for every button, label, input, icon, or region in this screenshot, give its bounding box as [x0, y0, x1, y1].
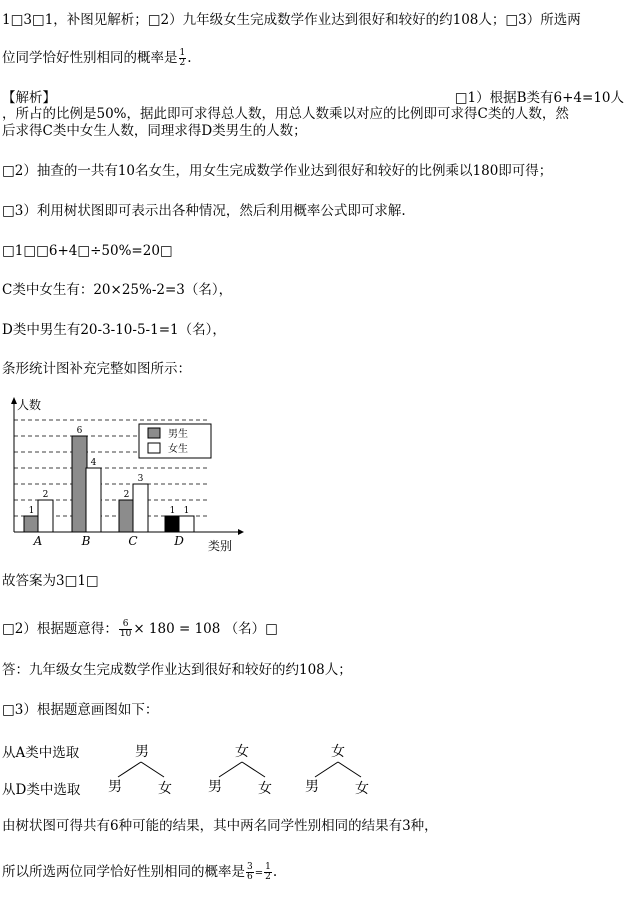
tree-diagram [0, 736, 420, 806]
tree-row2-label: 从D类中选取 [2, 782, 81, 798]
category-label: A [33, 534, 43, 548]
tree-leaf: 女 [355, 781, 369, 797]
tree-leaf: 女 [258, 781, 272, 797]
x-axis-label: 类别 [208, 539, 233, 553]
bar-C-女生 [133, 484, 148, 532]
tree-leaf: 男 [208, 779, 222, 795]
bar-C-男生 [119, 500, 134, 532]
x-axis-arrow [238, 529, 244, 535]
legend-label: 男生 [168, 429, 188, 440]
data-label: 4 [90, 458, 97, 468]
solution-line-9: 由树状图可得共有6种可能的结果，其中两名同学性别相同的结果有3种， [2, 818, 438, 834]
fraction: $\frac{3}{6}$ [247, 862, 253, 882]
bar-A-女生 [38, 500, 53, 532]
category-label: C [128, 534, 138, 548]
solution-line-7: 答：九年级女生完成数学作业达到很好和较好的约108人； [2, 662, 352, 678]
category-label: D [174, 534, 184, 548]
fraction: $\frac{1}{2}$ [179, 48, 186, 68]
data-label: 1 [28, 506, 35, 516]
tree-leaf: 女 [158, 781, 172, 797]
bar-A-男生 [24, 516, 39, 532]
category-label: B [81, 534, 91, 548]
legend-swatch [148, 443, 160, 453]
tree-root: 女 [331, 744, 345, 760]
legend-label: 女生 [168, 444, 188, 455]
bar-B-男生 [72, 436, 87, 532]
legend-swatch [148, 428, 160, 438]
tree-root: 女 [235, 744, 249, 760]
analysis-line-2: ，所占的比例是50%，据此即可求得总人数，用总人数乘以对应的比例即可求得C类的人数，然 [2, 106, 569, 122]
tree-leaf: 男 [108, 779, 122, 795]
tree-leaf: 男 [305, 779, 319, 795]
analysis-line-4: □2）抽查的一共有10名女生，用女生完成数学作业达到很好和较好的比例乘以180即可得； [2, 163, 553, 179]
data-label: 2 [123, 490, 130, 500]
data-label: 2 [42, 490, 49, 500]
fraction: $\frac{6}{10}$ [119, 619, 132, 639]
solution-line-8: □3）根据题意画图如下： [2, 702, 159, 718]
analysis-line-5: □3）利用树状图即可表示出各种情况，然后利用概率公式即可求解. [2, 203, 406, 219]
analysis-line-1: □1）根据B类有6+4=10人 [454, 90, 624, 106]
data-label: 6 [76, 426, 83, 436]
bar-D-女生 [179, 516, 194, 532]
fraction: $\frac{1}{2}$ [265, 862, 271, 882]
data-label: 3 [137, 474, 144, 484]
solution-line-1: □1□□6+4□÷50%=20□ [2, 243, 173, 259]
solution-line-6: □2）根据题意得： $\frac{6}{10}$ × 180 = 108 （名）□ [2, 619, 278, 639]
tree-root: 男 [135, 744, 149, 760]
tree-row1-label: 从A类中选取 [2, 745, 80, 761]
solution-line-10: 所以所选两位同学恰好性别相同的概率是 $\frac{3}{6}$ = $\frac{1}{2}$ . [2, 862, 278, 882]
solution-line-3: D类中男生有20-3-10-5-1=1（名）， [2, 322, 226, 338]
solution-line-4: 条形统计图补充完整如图所示： [2, 361, 191, 377]
tree-branches [118, 762, 361, 777]
bar-D-男生 [165, 516, 180, 532]
analysis-heading: 【解析】 [2, 90, 56, 106]
solution-line-2: C类中女生有：20×25%-2=3（名）， [2, 282, 233, 298]
solution-line-5: 故答案为3□1□ [2, 573, 99, 589]
bar-chart [2, 390, 262, 555]
bar-B-女生 [86, 468, 101, 532]
analysis-line-3: 后求得C类中女生人数，同理求得D类男生的人数； [2, 123, 307, 139]
data-label: 1 [169, 506, 176, 516]
y-axis-label: 人数 [17, 398, 42, 412]
data-label: 1 [183, 506, 190, 516]
answer-line-1: 1□3□1，补图见解析；□2）九年级女生完成数学作业达到很好和较好的约108人；□3）所选两 [2, 12, 581, 28]
answer-line-2: 位同学恰好性别相同的概率是 $\frac{1}{2}$ . [2, 48, 192, 68]
